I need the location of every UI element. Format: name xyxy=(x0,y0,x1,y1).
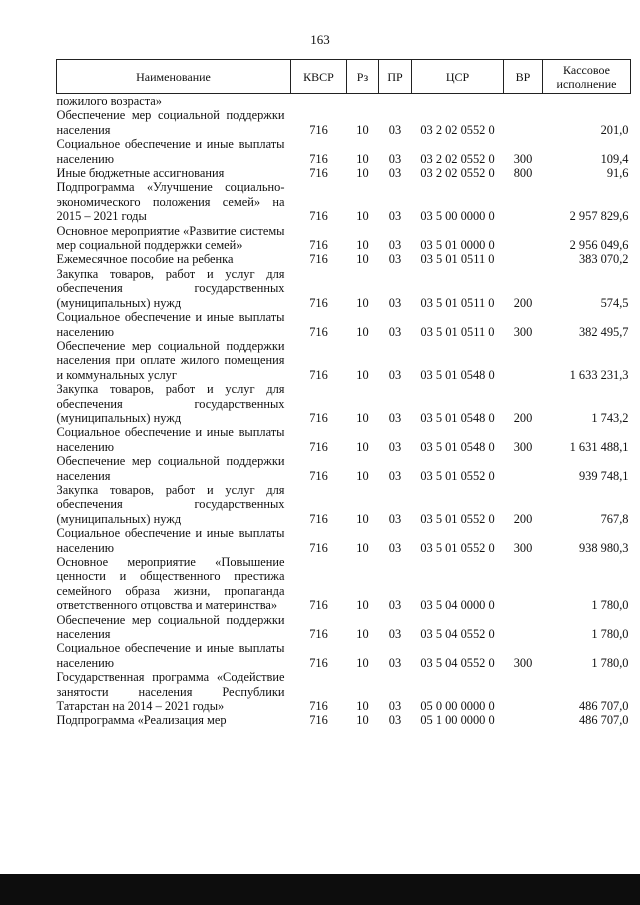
cell-csr: 03 5 01 0548 0 xyxy=(420,367,495,382)
cell-kvsr: 716 xyxy=(309,540,328,555)
table-row xyxy=(57,713,631,727)
cell-csr: 03 5 01 0552 0 xyxy=(420,511,495,526)
table-row xyxy=(57,613,631,642)
cell-amount: 2 956 049,6 xyxy=(569,238,629,253)
cell-amount: 486 707,0 xyxy=(578,713,629,728)
header-pr: ПР xyxy=(379,60,412,94)
cell-vr xyxy=(504,555,543,613)
cell-name: Обеспечение мер социальной поддержки населения при оплате жилого помещения и коммунальных услуг xyxy=(56,338,285,382)
cell-rz xyxy=(347,94,379,109)
table-row xyxy=(57,641,631,670)
cell-rz: 10 xyxy=(356,209,369,224)
cell-rz: 10 xyxy=(356,598,369,613)
cell-rz: 10 xyxy=(356,439,369,454)
cell-vr xyxy=(504,339,543,382)
cell-name: Основное мероприятие «Повышение ценности и общественного престижа семейного образа жизни, пропаганда ответственного отцовства и материнства» xyxy=(56,555,285,613)
cell-name: Основное мероприятие «Развитие системы мер социальной поддержки семей» xyxy=(56,223,285,253)
cell-name: Обеспечение мер социальной поддержки населения xyxy=(56,454,285,483)
cell-rz: 10 xyxy=(356,655,369,670)
cell-pr: 03 xyxy=(388,367,402,382)
cell-vr xyxy=(504,108,543,137)
cell-kvsr: 716 xyxy=(309,511,328,526)
cell-rz: 10 xyxy=(356,295,369,310)
header-kvsr: КВСР xyxy=(291,60,347,94)
cell-csr: 03 5 01 0000 0 xyxy=(420,238,495,253)
cell-csr: 05 1 00 0000 0 xyxy=(420,713,495,728)
table-body xyxy=(57,94,631,728)
cell-kvsr: 716 xyxy=(309,122,328,137)
budget-table xyxy=(56,59,631,728)
cell-vr: 300 xyxy=(513,324,533,339)
cell-csr: 03 5 01 0552 0 xyxy=(420,540,495,555)
cell-name: Социальное обеспечение и иные выплаты населению xyxy=(56,310,285,339)
cell-name: Социальное обеспечение и иные выплаты населению xyxy=(56,641,285,670)
cell-pr: 03 xyxy=(388,252,402,267)
cell-kvsr: 716 xyxy=(309,627,328,642)
cell-rz: 10 xyxy=(356,699,369,714)
cell-csr: 03 2 02 0552 0 xyxy=(420,122,495,137)
cell-rz: 10 xyxy=(356,324,369,339)
cell-vr: 300 xyxy=(513,439,533,454)
cell-csr: 05 0 00 0000 0 xyxy=(420,699,495,714)
header-rz: Рз xyxy=(347,60,379,94)
cell-amount: 574,5 xyxy=(600,295,629,310)
cell-pr: 03 xyxy=(388,324,402,339)
table-row xyxy=(57,180,631,223)
cell-name: Иные бюджетные ассигнования xyxy=(56,166,225,181)
cell-kvsr: 716 xyxy=(309,166,328,181)
cell-amount: 939 748,1 xyxy=(578,468,629,483)
cell-name: Подпрограмма «Реализация мер xyxy=(56,713,227,728)
cell-pr: 03 xyxy=(388,151,402,166)
cell-kvsr: 716 xyxy=(309,367,328,382)
cell-amount: 382 495,7 xyxy=(578,324,629,339)
cell-csr: 03 5 04 0552 0 xyxy=(420,627,495,642)
cell-kvsr: 716 xyxy=(309,410,328,425)
cell-pr: 03 xyxy=(388,713,402,728)
table-row xyxy=(57,267,631,310)
cell-pr: 03 xyxy=(388,238,402,253)
cell-rz: 10 xyxy=(356,511,369,526)
cell-name: Обеспечение мер социальной поддержки населения xyxy=(56,108,285,137)
cell-kvsr: 716 xyxy=(309,699,328,714)
cell-vr xyxy=(504,224,543,253)
cell-name: Социальное обеспечение и иные выплаты населению xyxy=(56,425,285,454)
cell-rz: 10 xyxy=(356,252,369,267)
header-vr: ВР xyxy=(504,60,543,94)
cell-pr: 03 xyxy=(388,295,402,310)
table-row xyxy=(57,382,631,425)
table-row xyxy=(57,454,631,483)
cell-name: Закупка товаров, работ и услуг для обеспечения государственных (муниципальных) нужд xyxy=(56,482,285,526)
table-row xyxy=(57,224,631,253)
table-row xyxy=(57,252,631,266)
cell-vr xyxy=(504,713,543,727)
cell-amount: 1 633 231,3 xyxy=(569,367,629,382)
cell-csr: 03 5 01 0511 0 xyxy=(420,324,495,339)
table-row xyxy=(57,108,631,137)
table-row xyxy=(57,670,631,713)
header-amount xyxy=(543,60,631,94)
cell-kvsr: 716 xyxy=(309,151,328,166)
table-row xyxy=(57,137,631,166)
cell-name: Обеспечение мер социальной поддержки населения xyxy=(56,612,285,642)
cell-csr: 03 5 04 0552 0 xyxy=(420,655,495,670)
header-amount-line2: исполнение xyxy=(556,76,617,91)
cell-rz: 10 xyxy=(356,151,369,166)
cell-csr: 03 2 02 0552 0 xyxy=(420,166,495,181)
cell-rz: 10 xyxy=(356,627,369,642)
cell-amount: 1 780,0 xyxy=(591,598,629,613)
cell-kvsr xyxy=(291,94,347,109)
cell-csr: 03 5 01 0548 0 xyxy=(420,410,495,425)
cell-csr xyxy=(412,94,504,109)
cell-amount: 201,0 xyxy=(600,122,629,137)
cell-csr: 03 2 02 0552 0 xyxy=(420,151,495,166)
budget-table-container xyxy=(56,59,630,728)
cell-rz: 10 xyxy=(356,122,369,137)
cell-vr: 300 xyxy=(513,655,533,670)
cell-csr: 03 5 01 0511 0 xyxy=(420,252,495,267)
cell-vr: 200 xyxy=(513,295,533,310)
cell-rz: 10 xyxy=(356,540,369,555)
cell-amount: 767,8 xyxy=(600,511,629,526)
cell-vr xyxy=(504,94,543,109)
cell-kvsr: 716 xyxy=(309,238,328,253)
table-row xyxy=(57,425,631,454)
cell-amount xyxy=(543,94,631,109)
cell-amount: 1 631 488,1 xyxy=(569,439,629,454)
cell-amount: 91,6 xyxy=(606,166,629,181)
cell-amount: 1 743,2 xyxy=(591,410,629,425)
cell-kvsr: 716 xyxy=(309,324,328,339)
cell-kvsr: 716 xyxy=(309,252,328,267)
cell-rz: 10 xyxy=(356,410,369,425)
table-row xyxy=(57,94,631,109)
header-name: Наименование xyxy=(57,60,291,94)
cell-pr: 03 xyxy=(388,468,402,483)
cell-pr: 03 xyxy=(388,655,402,670)
table-row xyxy=(57,166,631,180)
cell-kvsr: 716 xyxy=(309,295,328,310)
cell-pr: 03 xyxy=(388,166,402,181)
cell-vr: 200 xyxy=(513,410,533,425)
cell-amount: 1 780,0 xyxy=(591,655,629,670)
table-header-row xyxy=(57,60,631,94)
cell-kvsr: 716 xyxy=(309,713,328,728)
cell-amount: 1 780,0 xyxy=(591,627,629,642)
cell-pr: 03 xyxy=(388,410,402,425)
cell-amount: 2 957 829,6 xyxy=(569,209,629,224)
cell-csr: 03 5 04 0000 0 xyxy=(420,598,495,613)
table-row xyxy=(57,339,631,382)
cell-pr: 03 xyxy=(388,627,402,642)
table-row xyxy=(57,310,631,339)
cell-csr: 03 5 01 0548 0 xyxy=(420,439,495,454)
cell-vr xyxy=(504,180,543,223)
cell-kvsr: 716 xyxy=(309,468,328,483)
cell-pr: 03 xyxy=(388,699,402,714)
cell-vr xyxy=(504,613,543,642)
cell-csr: 03 5 01 0511 0 xyxy=(420,295,495,310)
cell-vr xyxy=(504,252,543,266)
cell-pr xyxy=(379,94,412,109)
cell-vr xyxy=(504,454,543,483)
cell-amount: 109,4 xyxy=(600,151,629,166)
page-number: 163 xyxy=(310,32,330,47)
table-row xyxy=(57,483,631,526)
cell-kvsr: 716 xyxy=(309,655,328,670)
cell-rz: 10 xyxy=(356,367,369,382)
cell-amount: 383 070,2 xyxy=(578,252,629,267)
cell-vr: 300 xyxy=(513,151,533,166)
cell-vr: 200 xyxy=(513,511,533,526)
cell-csr: 03 5 01 0552 0 xyxy=(420,468,495,483)
header-amount-line1: Кассовое xyxy=(563,62,610,77)
table-row xyxy=(57,555,631,613)
cell-amount: 486 707,0 xyxy=(578,699,629,714)
table-row xyxy=(57,526,631,555)
cell-kvsr: 716 xyxy=(309,439,328,454)
cell-pr: 03 xyxy=(388,439,402,454)
cell-rz: 10 xyxy=(356,166,369,181)
cell-name: Социальное обеспечение и иные выплаты населению xyxy=(56,526,285,555)
cell-name: Социальное обеспечение и иные выплаты населению xyxy=(56,137,285,166)
cell-rz: 10 xyxy=(356,468,369,483)
cell-vr: 300 xyxy=(513,540,533,555)
cell-vr xyxy=(504,670,543,713)
scan-bottom-edge xyxy=(0,874,640,905)
cell-pr: 03 xyxy=(388,598,402,613)
cell-pr: 03 xyxy=(388,511,402,526)
cell-name: пожилого возраста» xyxy=(56,94,162,108)
cell-pr: 03 xyxy=(388,209,402,224)
cell-kvsr: 716 xyxy=(309,598,328,613)
cell-kvsr: 716 xyxy=(309,209,328,224)
cell-amount: 938 980,3 xyxy=(578,540,629,555)
cell-name: Ежемесячное пособие на ребенка xyxy=(56,252,234,267)
cell-pr: 03 xyxy=(388,540,402,555)
cell-rz: 10 xyxy=(356,713,369,728)
cell-vr: 800 xyxy=(513,166,533,181)
cell-rz: 10 xyxy=(356,238,369,253)
header-csr: ЦСР xyxy=(412,60,504,94)
cell-name: Закупка товаров, работ и услуг для обеспечения государственных (муниципальных) нужд xyxy=(56,266,285,310)
cell-name: Закупка товаров, работ и услуг для обеспечения государственных (муниципальных) нужд xyxy=(56,382,285,425)
cell-pr: 03 xyxy=(388,122,402,137)
cell-name: Подпрограмма «Улучшение социально-экономического положения семей» на 2015 – 2021 годы xyxy=(56,180,285,224)
cell-name: Государственная программа «Содействие занятости населения Республики Татарстан на 2014 – 2021 годы» xyxy=(56,670,285,714)
cell-csr: 03 5 00 0000 0 xyxy=(420,209,495,224)
